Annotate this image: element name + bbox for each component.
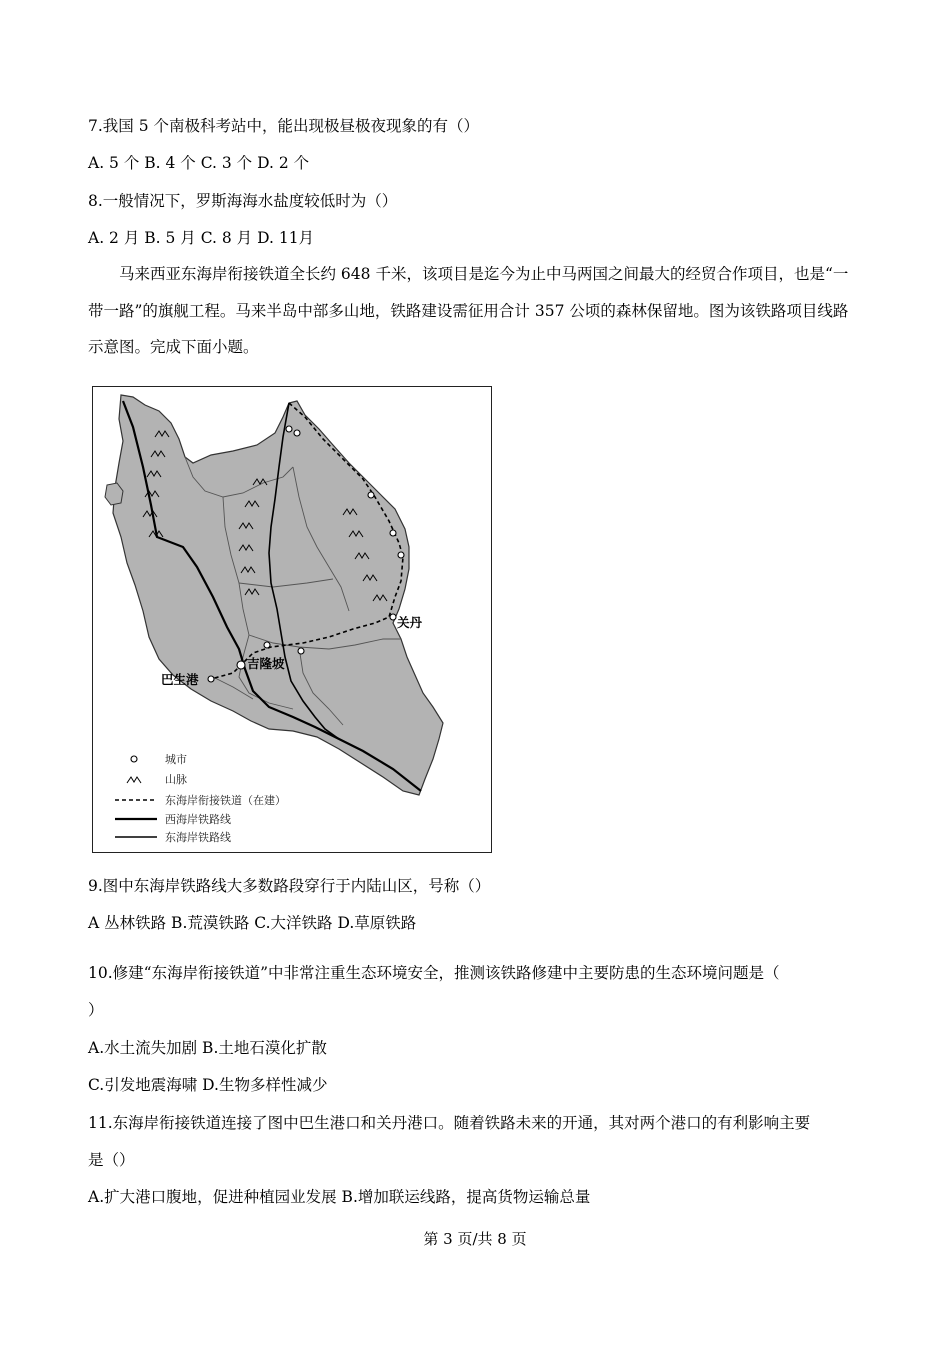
q10-stem-line2: ）	[88, 1001, 104, 1019]
q11-stem-line1: 11.东海岸衔接铁道连接了图中巴生港口和关丹港口。随着铁路未来的开通，其对两个港口的有利影响主要	[88, 1114, 811, 1132]
q8-options: A. 2 月 B. 5 月 C. 8 月 D. 11月	[88, 229, 315, 247]
city-label-kuantan: 关丹	[397, 615, 423, 630]
legend-mountain-icon	[127, 777, 141, 783]
legend-west-line-label: 西海岸铁路线	[165, 813, 231, 826]
q7-options: A. 5 个 B. 4 个 C. 3 个 D. 2 个	[88, 154, 310, 172]
legend-city-label: 城市	[165, 753, 187, 766]
q10-options-cd: C.引发地震海啸 D.生物多样性减少	[88, 1076, 328, 1094]
map-legend	[115, 753, 286, 844]
legend-city-icon	[131, 756, 137, 762]
q9-stem: 9.图中东海岸铁路线大多数路段穿行于内陆山区，号称（）	[88, 877, 491, 895]
legend-mountain-label: 山脉	[165, 773, 187, 786]
city-label-kuala-lumpur: 吉隆坡	[247, 656, 285, 671]
q7-stem: 7.我国 5 个南极科考站中，能出现极昼极夜现象的有（）	[88, 117, 480, 135]
q10-options-ab: A.水土流失加剧 B.土地石漠化扩散	[88, 1039, 327, 1057]
map-svg	[93, 387, 490, 851]
page-footer: 第 3 页/共 8 页	[423, 1230, 527, 1248]
railway-map	[92, 386, 492, 853]
city-label-klang: 巴生港	[161, 672, 199, 687]
legend-east-line-label: 东海岸铁路线	[165, 831, 231, 844]
q9-options: A 丛林铁路 B.荒漠铁路 C.大洋铁路 D.草原铁路	[88, 914, 417, 932]
q11-options-ab: A.扩大港口腹地，促进种植园业发展 B.增加联运线路，提高货物运输总量	[88, 1188, 591, 1206]
q8-stem: 8.一般情况下，罗斯海海水盐度较低时为（）	[88, 192, 398, 210]
q10-stem-line1: 10.修建“东海岸衔接铁道”中非常注重生态环境安全，推测该铁路修建中主要防患的生态环境问题是（	[88, 964, 780, 982]
peninsula-landmass	[113, 395, 443, 795]
legend-ecrl-label: 东海岸衔接铁道（在建）	[165, 794, 286, 807]
reading-passage: 马来西亚东海岸衔接铁道全长约 648 千米，该项目是迄今为止中马两国之间最大的经贸合作项目，也是“一带一路”的旗舰工程。马来半岛中部多山地，铁路建设需征用合计 357 公顷的森林保留地。图为该铁路项目线路示意图。完成下面小题。	[88, 265, 849, 356]
q11-stem-line2: 是（）	[88, 1151, 135, 1169]
